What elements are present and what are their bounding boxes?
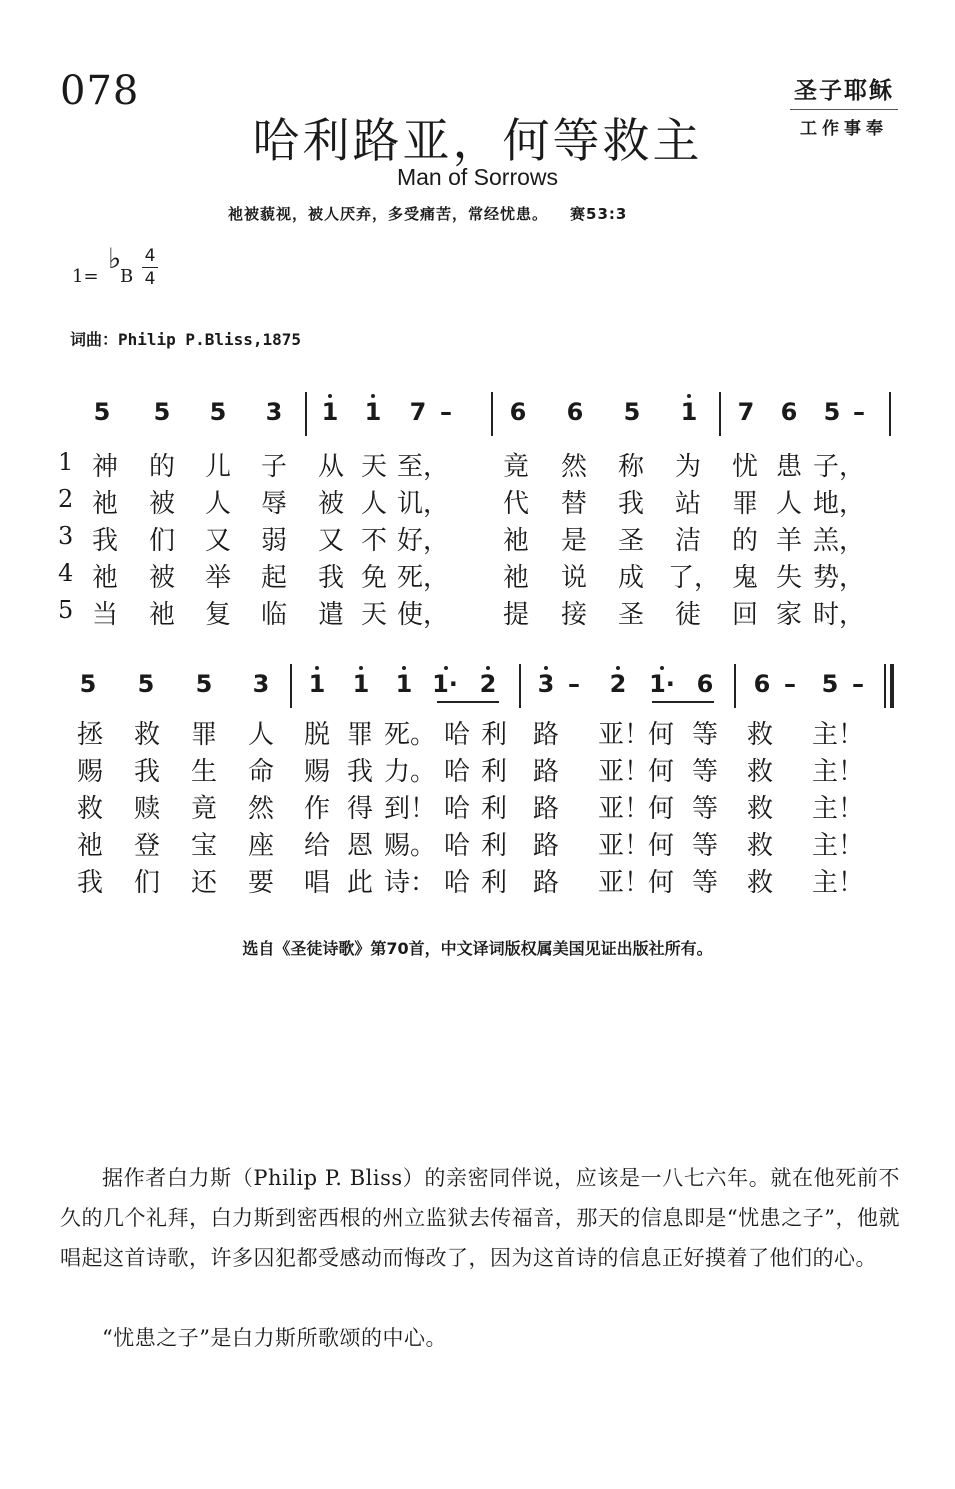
- lyric-char: 亚！: [598, 868, 651, 898]
- key-note: B: [120, 266, 134, 287]
- lyric-char: 路: [532, 720, 559, 750]
- lyric-char: 们: [148, 526, 175, 556]
- line1-note: 1: [321, 398, 339, 426]
- lyric-char: 罪: [346, 720, 373, 750]
- line1-note: 5: [623, 398, 641, 426]
- line2-note: 1: [308, 670, 326, 698]
- lyric-char: 给: [303, 831, 330, 861]
- lyric-char: 弱: [260, 526, 287, 556]
- lyric-char: 鬼: [731, 563, 758, 593]
- lyric-char: 亚！: [598, 831, 651, 861]
- line2-note: 5: [821, 670, 839, 698]
- time-divider: [142, 267, 158, 268]
- lyric-char: 说: [560, 563, 587, 593]
- lyric-char: 此: [346, 868, 373, 898]
- lyric-char: 何: [647, 868, 674, 898]
- lyric-char: 从: [317, 452, 344, 482]
- lyric-char: 子: [260, 452, 287, 482]
- lyric-char: 等: [691, 794, 718, 824]
- line2-note: 1·: [432, 670, 458, 698]
- lyric-char: 生: [190, 757, 217, 787]
- high-octave-dot: [359, 666, 363, 670]
- lyric-char: 路: [532, 831, 559, 861]
- lyric-row: [0, 446, 955, 480]
- notation-line-1: [0, 398, 955, 430]
- high-octave-dot: [544, 666, 548, 670]
- lyric-char: 力。: [384, 757, 437, 787]
- lyric-char: 我: [91, 526, 118, 556]
- eighth-note-underline: [437, 701, 499, 703]
- lyric-char: 圣: [617, 600, 644, 630]
- lyric-char: 赐: [76, 757, 103, 787]
- lyric-char: 利: [480, 720, 507, 750]
- lyric-char: 代: [502, 489, 529, 519]
- lyric-char: 忧: [731, 452, 758, 482]
- lyric-char: 救: [746, 868, 773, 898]
- high-octave-dot: [315, 666, 319, 670]
- lyric-char: 天: [360, 600, 387, 630]
- lyric-char: 又: [204, 526, 231, 556]
- lyric-char: 人: [360, 489, 387, 519]
- scripture-verse: [228, 203, 627, 224]
- verse-text: 祂被藐视，被人厌弃，多受痛苦，常经忧患。: [228, 205, 549, 223]
- line1-note: 3: [265, 398, 283, 426]
- lyric-char: 我: [133, 757, 160, 787]
- lyric-char: 祂: [502, 563, 529, 593]
- lyric-char: 接: [560, 600, 587, 630]
- high-octave-dot: [660, 666, 664, 670]
- line1-note: 7: [737, 398, 755, 426]
- high-octave-dot: [402, 666, 406, 670]
- lyric-char: 我: [617, 489, 644, 519]
- lyric-char: 诗：: [384, 868, 437, 898]
- lyric-row: [0, 714, 955, 748]
- lyric-char: 利: [480, 868, 507, 898]
- line1-note: 6: [566, 398, 584, 426]
- lyric-row: [0, 751, 955, 785]
- line1-note: 5: [823, 398, 841, 426]
- line1-note: 6: [780, 398, 798, 426]
- lyric-char: 赐。: [384, 831, 437, 861]
- lyric-char: 天: [360, 452, 387, 482]
- lyric-char: 祂: [502, 526, 529, 556]
- line2-note: –: [784, 670, 796, 698]
- line2-note: 3: [252, 670, 270, 698]
- lyric-char: 子，: [813, 452, 866, 482]
- lyric-char: 失: [775, 563, 802, 593]
- lyric-char: 等: [691, 757, 718, 787]
- lyric-char: 主！: [812, 720, 865, 750]
- lyric-char: 座: [247, 831, 274, 861]
- lyric-char: 又: [317, 526, 344, 556]
- lyric-row: [0, 557, 955, 591]
- lyric-char: 利: [480, 794, 507, 824]
- lyric-char: 等: [691, 831, 718, 861]
- line1-note: –: [440, 398, 452, 426]
- line2-note: –: [852, 670, 864, 698]
- lyric-char: 要: [247, 868, 274, 898]
- lyric-char: 不: [360, 526, 387, 556]
- copyright-note: 选自《圣徒诗歌》第70首，中文译词版权属美国见证出版社所有。: [242, 939, 713, 958]
- bar-line: [889, 392, 891, 436]
- high-octave-dot: [486, 666, 490, 670]
- lyric-char: 讥，: [397, 489, 450, 519]
- lyric-char: 何: [647, 794, 674, 824]
- line2-note: 1: [352, 670, 370, 698]
- stanza-number: 5: [58, 596, 74, 624]
- lyric-char: 救: [746, 794, 773, 824]
- line1-note: 5: [93, 398, 111, 426]
- lyric-char: 人: [247, 720, 274, 750]
- lyric-char: 何: [647, 757, 674, 787]
- lyric-char: 路: [532, 794, 559, 824]
- lyric-char: 哈: [443, 794, 470, 824]
- lyric-char: 举: [204, 563, 231, 593]
- lyric-char: 儿: [204, 452, 231, 482]
- lyric-char: 拯: [76, 720, 103, 750]
- lyric-char: 辱: [260, 489, 287, 519]
- lyric-char: 患: [775, 452, 802, 482]
- lyric-char: 提: [502, 600, 529, 630]
- lyric-char: 路: [532, 868, 559, 898]
- lyric-char: 被: [148, 489, 175, 519]
- bar-line: [305, 392, 307, 436]
- lyric-char: 为: [674, 452, 701, 482]
- lyric-char: 被: [317, 489, 344, 519]
- bar-line: [719, 392, 721, 436]
- lyric-char: 哈: [443, 831, 470, 861]
- lyric-char: 还: [190, 868, 217, 898]
- lyric-char: 时，: [813, 600, 866, 630]
- bar-line: [519, 664, 521, 708]
- lyric-char: 罪: [190, 720, 217, 750]
- lyric-char: 地，: [813, 489, 866, 519]
- stanza-number: 4: [58, 559, 74, 587]
- lyric-char: 何: [647, 720, 674, 750]
- lyric-char: 羊: [775, 526, 802, 556]
- key-prefix: 1=: [72, 266, 99, 287]
- stanza-number: 3: [58, 522, 74, 550]
- composer-credit: 词曲：Philip P.Bliss,1875: [70, 330, 302, 349]
- lyric-char: 临: [260, 600, 287, 630]
- lyric-char: 亚！: [598, 794, 651, 824]
- lyric-char: 竟: [190, 794, 217, 824]
- lyric-char: 们: [133, 868, 160, 898]
- lyric-char: 祂: [76, 831, 103, 861]
- bar-line: [491, 392, 493, 436]
- notation-line-2: [0, 670, 955, 702]
- key-signature: [72, 242, 192, 306]
- line2-note: –: [568, 670, 580, 698]
- lyric-char: 到！: [384, 794, 437, 824]
- lyric-char: 羔，: [813, 526, 866, 556]
- lyric-char: 当: [91, 600, 118, 630]
- story-paragraph-1: 据作者白力斯（Philip P. Bliss）的亲密同伴说，应该是一八七六年。就在他死前不久的几个礼拜，白力斯到密西根的州立监狱去传福音，那天的信息即是“忧患之子”，他就唱起这首诗歌，许多囚犯都受感动而悔改了，因为这首诗的信息正好摸着了他们的心。: [60, 1166, 900, 1270]
- lyric-char: 哈: [443, 868, 470, 898]
- hymn-subtitle: Man of Sorrows: [396, 164, 559, 190]
- bar-line: [734, 664, 736, 708]
- lyric-char: 主！: [812, 757, 865, 787]
- lyric-char: 得: [346, 794, 373, 824]
- lyric-char: 复: [204, 600, 231, 630]
- lyric-char: 人: [775, 489, 802, 519]
- lyric-char: 唱: [303, 868, 330, 898]
- line1-note: 7: [409, 398, 427, 426]
- lyric-char: 救: [746, 757, 773, 787]
- lyric-char: 免: [360, 563, 387, 593]
- lyric-char: 使，: [397, 600, 450, 630]
- lyric-char: 救: [746, 720, 773, 750]
- lyric-char: 赐: [303, 757, 330, 787]
- lyric-char: 死，: [397, 563, 450, 593]
- lyric-char: 哈: [443, 720, 470, 750]
- final-bar-thin: [884, 664, 886, 708]
- lyric-char: 替: [560, 489, 587, 519]
- line2-note: 2: [609, 670, 627, 698]
- line1-note: –: [853, 398, 865, 426]
- verse-ref: 赛53:3: [570, 205, 628, 223]
- line2-note: 5: [137, 670, 155, 698]
- lyric-row: [0, 594, 955, 628]
- lyric-char: 作: [303, 794, 330, 824]
- lyric-char: 救: [746, 831, 773, 861]
- lyric-char: 祂: [148, 600, 175, 630]
- lyric-char: 我: [346, 757, 373, 787]
- high-octave-dot: [328, 394, 332, 398]
- line2-note: 1·: [649, 670, 675, 698]
- lyric-char: 救: [133, 720, 160, 750]
- lyric-char: 利: [480, 757, 507, 787]
- lyric-char: 主！: [812, 868, 865, 898]
- line2-note: 1: [395, 670, 413, 698]
- topic-secondary: 工作事奉: [800, 119, 888, 139]
- lyric-char: 路: [532, 757, 559, 787]
- lyric-char: 称: [617, 452, 644, 482]
- hymn-number: 078: [60, 68, 140, 114]
- lyric-char: 好，: [397, 526, 450, 556]
- high-octave-dot: [687, 394, 691, 398]
- lyric-char: 了，: [668, 563, 721, 593]
- lyric-char: 死。: [384, 720, 437, 750]
- story-paragraph-2: “忧患之子”是白力斯所歌颂的中心。: [102, 1326, 447, 1350]
- lyric-char: 主！: [812, 831, 865, 861]
- lyric-char: 登: [133, 831, 160, 861]
- lyric-char: 我: [76, 868, 103, 898]
- line2-note: 3: [537, 670, 555, 698]
- lyric-row: [0, 788, 955, 822]
- lyric-char: 何: [647, 831, 674, 861]
- lyric-char: 命: [247, 757, 274, 787]
- line1-note: 5: [209, 398, 227, 426]
- high-octave-dot: [371, 394, 375, 398]
- final-bar-thick: [890, 664, 894, 708]
- line1-note: 6: [509, 398, 527, 426]
- lyric-char: 罪: [731, 489, 758, 519]
- lyric-char: 人: [204, 489, 231, 519]
- hymn-title: 哈利路亚，何等救主: [252, 114, 703, 169]
- lyric-row: [0, 483, 955, 517]
- lyric-char: 赎: [133, 794, 160, 824]
- lyric-char: 然: [560, 452, 587, 482]
- lyric-char: 的: [148, 452, 175, 482]
- lyric-char: 家: [775, 600, 802, 630]
- lyric-char: 亚！: [598, 720, 651, 750]
- lyric-char: 被: [148, 563, 175, 593]
- time-bottom: 4: [144, 269, 156, 289]
- line2-note: 5: [79, 670, 97, 698]
- lyric-char: 竟: [502, 452, 529, 482]
- lyric-char: 洁: [674, 526, 701, 556]
- lyric-char: 神: [91, 452, 118, 482]
- high-octave-dot: [616, 666, 620, 670]
- lyric-char: 等: [691, 868, 718, 898]
- topic-primary: 圣子耶稣: [790, 72, 898, 110]
- line2-note: 6: [696, 670, 714, 698]
- lyric-char: 至，: [397, 452, 450, 482]
- lyric-char: 救: [76, 794, 103, 824]
- bar-line: [290, 664, 292, 708]
- lyric-char: 势，: [813, 563, 866, 593]
- lyric-char: 主！: [812, 794, 865, 824]
- stanza-number: 2: [58, 485, 74, 513]
- lyric-char: 站: [674, 489, 701, 519]
- lyric-char: 亚！: [598, 757, 651, 787]
- time-top: 4: [144, 246, 156, 266]
- lyric-char: 我: [317, 563, 344, 593]
- line1-note: 1: [364, 398, 382, 426]
- lyric-char: 祂: [91, 563, 118, 593]
- high-octave-dot: [444, 666, 448, 670]
- time-signature: [142, 246, 158, 289]
- lyric-char: 圣: [617, 526, 644, 556]
- line2-note: 5: [195, 670, 213, 698]
- flat-sign: ♭: [108, 242, 122, 275]
- lyric-char: 徒: [674, 600, 701, 630]
- lyric-char: 然: [247, 794, 274, 824]
- line2-note: 2: [479, 670, 497, 698]
- lyric-char: 祂: [91, 489, 118, 519]
- line1-note: 1: [680, 398, 698, 426]
- lyric-char: 遣: [317, 600, 344, 630]
- lyric-char: 利: [480, 831, 507, 861]
- lyric-char: 等: [691, 720, 718, 750]
- lyric-row: [0, 825, 955, 859]
- lyric-char: 成: [617, 563, 644, 593]
- lyric-char: 是: [560, 526, 587, 556]
- lyric-char: 恩: [346, 831, 373, 861]
- lyric-char: 宝: [190, 831, 217, 861]
- lyric-char: 脱: [303, 720, 330, 750]
- line1-note: 5: [153, 398, 171, 426]
- lyric-char: 起: [260, 563, 287, 593]
- lyric-row: [0, 862, 955, 896]
- line2-note: 6: [753, 670, 771, 698]
- lyric-char: 的: [731, 526, 758, 556]
- lyric-row: [0, 520, 955, 554]
- lyric-char: 哈: [443, 757, 470, 787]
- stanza-number: 1: [58, 448, 74, 476]
- lyric-char: 回: [731, 600, 758, 630]
- eighth-note-underline: [652, 701, 714, 703]
